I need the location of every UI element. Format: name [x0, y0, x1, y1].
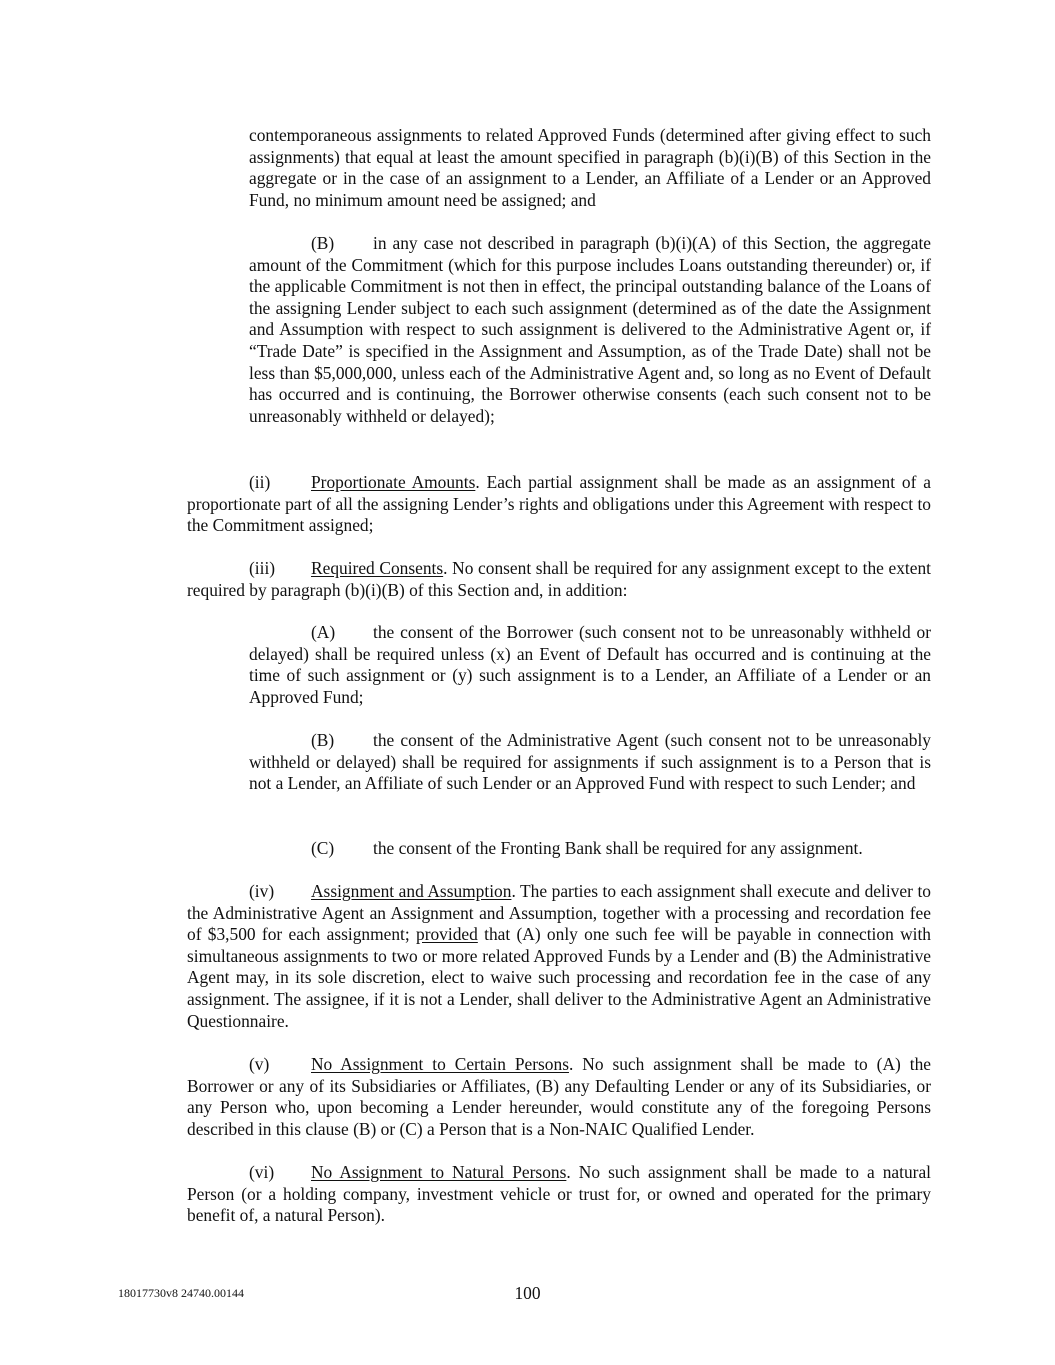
clause-marker: (B) — [311, 730, 335, 750]
clause-a-paragraph — [249, 622, 931, 708]
clause-b-paragraph — [249, 730, 931, 795]
section-heading: No Assignment to Certain Persons — [311, 1054, 569, 1074]
provided-term: provided — [416, 924, 478, 945]
section-marker: (v) — [249, 1054, 270, 1074]
section-text: . No such assignment shall be made to a natural Person (or a holding company, investment vehicle or trust for, or owned and operated for the primary benefit of, a natural Person). — [187, 1162, 931, 1226]
section-marker: (iii) — [249, 558, 276, 578]
section-text-before: . The parties to each assignment shall execute and deliver to the Administrative Agent an Assignment and Assumption, together with a processing and recordation fee of $3,500 for each assignment; — [187, 881, 931, 945]
section-vi-paragraph — [187, 1162, 931, 1227]
footer-document-id: 18017730v8 24740.00144 — [118, 1286, 244, 1300]
section-iii-paragraph — [187, 558, 931, 601]
clause-c-paragraph — [249, 838, 931, 860]
section-marker: (ii) — [249, 472, 271, 492]
section-heading: Required Consents — [311, 558, 444, 578]
section-marker: (vi) — [249, 1162, 275, 1182]
clause-text: the consent of the Administrative Agent (such consent not to be unreasonably withheld or delayed) shall be required for assignments if such assignment is to a Person that is not a Lender, an Affiliate of such Lender or an Approved Fund with respect to such Lender; and — [249, 730, 931, 794]
section-text: . No consent shall be required for any assignment except to the extent required by paragraph (b)(i)(B) of this Section and, in addition: — [187, 558, 931, 600]
continuation-text: contemporaneous assignments to related Approved Funds (determined after giving effect to such assignments) that equal at least the amount specified in paragraph (b)(i)(B) of this Section in the aggregate or in the case of an assignment to a Lender, an Affiliate of a Lender or an Approved Fund, no minimum amount need be assigned; and — [249, 125, 931, 210]
section-marker: (iv) — [249, 881, 275, 901]
clause-text: in any case not described in paragraph (b)(i)(A) of this Section, the aggregate amount of the Commitment (which for this purpose includes Loans outstanding thereunder) or, if the applicable Commitment is not then in effect, the principal outstanding balance of the Loans of the assigning Lender subject to each such assignment (determined as of the date the Assignment and Assumption with respect to such assignment is delivered to the Administrative Agent or, if “Trade Date” is specified in the Assignment and Assumption, as of the Trade Date) shall not be less than $5,000,000, unless each of the Administrative Agent and, so long as no Event of Default has occurred and is continuing, the Borrower otherwise consents (each such consent not to be unreasonably withheld or delayed); — [249, 233, 931, 426]
section-heading: Proportionate Amounts — [311, 472, 476, 492]
section-text: . Each partial assignment shall be made as an assignment of a proportionate part of all the assigning Lender’s rights and obligations under this Agreement with respect to the Commitment assigned; — [187, 472, 932, 536]
clause-marker: (C) — [311, 838, 335, 858]
page-number: 100 — [514, 1283, 541, 1303]
clause-text: the consent of the Fronting Bank shall be required for any assignment. — [373, 838, 863, 858]
clause-b-minimum-amount — [249, 233, 931, 427]
continuation-paragraph — [249, 125, 931, 211]
section-text: . No such assignment shall be made to (A) the Borrower or any of its Subsidiaries or Affiliates, (B) any Defaulting Lender or any of its Subsidiaries, or any Person who, upon becoming a Lender hereunder, would constitute any of the foregoing Persons described in this clause (B) or (C) a Person that is a Non-NAIC Qualified Lender. — [187, 1054, 931, 1139]
clause-marker: (A) — [311, 622, 336, 642]
clause-text: the consent of the Borrower (such consent not to be unreasonably withheld or delayed) shall be required unless (x) an Event of Default has occurred and is continuing at the time of such assignment or (y) such assignment is to a Lender, an Affiliate of a Lender or an Approved Fund; — [249, 622, 931, 707]
section-iv-paragraph — [187, 881, 931, 1032]
section-ii-paragraph — [187, 472, 931, 537]
section-heading: No Assignment to Natural Persons — [311, 1162, 567, 1182]
section-heading: Assignment and Assumption — [311, 881, 512, 901]
section-text-after: that (A) only one such fee will be payable in connection with simultaneous assignments to two or more related Approved Funds by a Lender and (B) the Administrative Agent may, in its sole discretion, elect to waive such processing and recordation fee in the case of any assignment. The assignee, if it is not a Lender, shall deliver to the Administrative Agent an Administrative Questionnaire. — [187, 924, 931, 1031]
section-v-paragraph — [187, 1054, 931, 1140]
clause-marker: (B) — [311, 233, 335, 253]
